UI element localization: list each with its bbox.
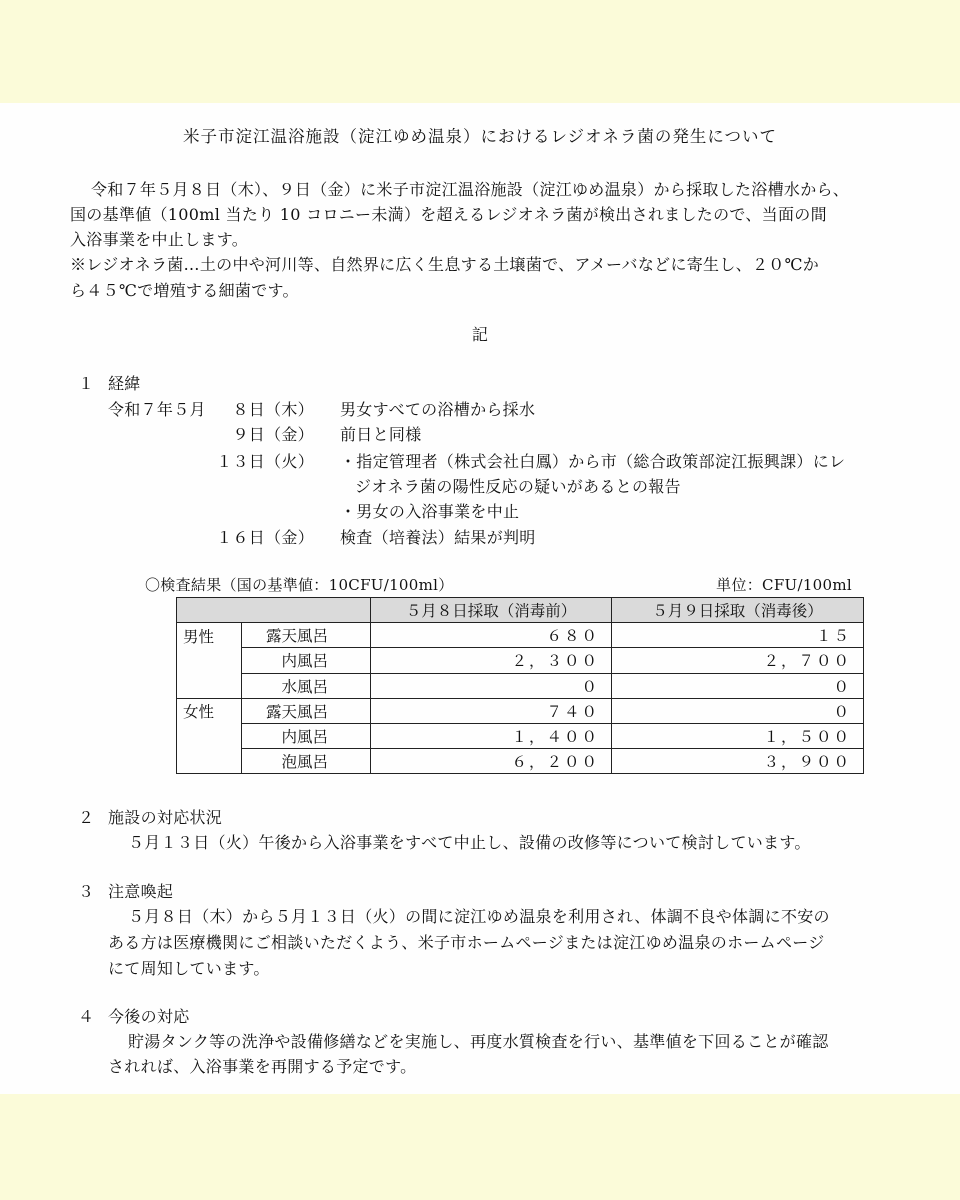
col-header-may8: ５月８日採取（消毒前） bbox=[371, 598, 612, 623]
section-3-line-2: ある方は医療機関にご相談いただくよう、米子市ホームページまたは淀江ゆめ温泉のホームページ bbox=[108, 933, 825, 952]
table-row bbox=[177, 648, 864, 673]
bath-label: 内風呂 bbox=[242, 723, 371, 748]
section-3-heading: 注意喚起 bbox=[108, 882, 174, 901]
event-3-text-cont: ジオネラ菌の陽性反応の疑いがあるとの報告 bbox=[355, 477, 681, 496]
value-may9: ３，９００ bbox=[612, 749, 864, 774]
value-may8: ２，３００ bbox=[371, 648, 612, 673]
section-2-number: ２ bbox=[78, 808, 95, 827]
event-4-text: 検査（培養法）結果が判明 bbox=[340, 528, 536, 547]
value-may9: ０ bbox=[612, 673, 864, 698]
value-may9: １，５００ bbox=[612, 723, 864, 748]
section-4-heading: 今後の対応 bbox=[108, 1007, 190, 1026]
value-may8: ７４０ bbox=[371, 698, 612, 723]
results-caption: 〇検査結果（国の基準値：10CFU/100ml） bbox=[145, 576, 454, 594]
table-row bbox=[177, 723, 864, 748]
section-3-line-1: ５月８日（木）から５月１３日（火）の間に淀江ゆめ温泉を利用され、体調不良や体調に不安の bbox=[128, 907, 830, 926]
event-1-day: ８日（木） bbox=[232, 400, 314, 419]
table-row bbox=[177, 749, 864, 774]
group-label bbox=[177, 749, 242, 774]
event-1-text: 男女すべての浴槽から採水 bbox=[340, 400, 536, 419]
timeline-month: 令和７年５月 bbox=[108, 400, 206, 419]
results-unit: 単位：CFU/100ml bbox=[716, 576, 852, 594]
section-4-line-1: 貯湯タンク等の洗浄や設備修繕などを実施し、再度水質検査を行い、基準値を下回ることが確認 bbox=[128, 1032, 829, 1051]
section-2-heading: 施設の対応状況 bbox=[108, 808, 223, 827]
value-may8: １，４００ bbox=[371, 723, 612, 748]
section-1-number: １ bbox=[78, 374, 95, 393]
table-corner-cell bbox=[177, 598, 371, 623]
document-title: 米子市淀江温浴施設（淀江ゆめ温泉）におけるレジオネラ菌の発生について bbox=[182, 127, 778, 146]
bath-label: 露天風呂 bbox=[242, 698, 371, 723]
value-may8: ０ bbox=[371, 673, 612, 698]
bath-label: 泡風呂 bbox=[242, 749, 371, 774]
value-may8: ６８０ bbox=[371, 623, 612, 648]
group-label bbox=[177, 648, 242, 673]
table-row bbox=[177, 698, 864, 723]
event-3-text: ・指定管理者（株式会社白鳳）から市（総合政策部淀江振興課）にレ bbox=[340, 452, 846, 471]
section-4-number: ４ bbox=[78, 1007, 95, 1026]
results-table bbox=[176, 597, 864, 774]
value-may9: ０ bbox=[612, 698, 864, 723]
value-may9: ２，７００ bbox=[612, 648, 864, 673]
section-3-line-3: にて周知しています。 bbox=[108, 959, 270, 978]
event-2-text: 前日と同様 bbox=[340, 425, 422, 444]
group-label: 女性 bbox=[177, 698, 242, 723]
col-header-may9: ５月９日採取（消毒後） bbox=[612, 598, 864, 623]
bath-label: 内風呂 bbox=[242, 648, 371, 673]
section-3-number: ３ bbox=[78, 882, 95, 901]
section-1-heading: 経緯 bbox=[108, 374, 141, 393]
section-4-line-2: されれば、入浴事業を再開する予定です。 bbox=[108, 1057, 417, 1076]
event-2-day: ９日（金） bbox=[232, 425, 314, 444]
section-2-line-1: ５月１３日（火）午後から入浴事業をすべて中止し、設備の改修等について検討しています。 bbox=[128, 833, 811, 852]
intro-line-1: 令和７年５月８日（木）、９日（金）に米子市淀江温浴施設（淀江ゆめ温泉）から採取した浴槽水から、 bbox=[91, 180, 850, 199]
bath-label: 露天風呂 bbox=[242, 623, 371, 648]
event-3-day: １３日（火） bbox=[216, 452, 314, 471]
intro-line-2: 国の基準値（100ml 当たり 10 コロニー未満）を超えるレジオネラ菌が検出されましたので、当面の間 bbox=[70, 205, 827, 224]
bath-label: 水風呂 bbox=[242, 673, 371, 698]
event-3-text-2: ・男女の入浴事業を中止 bbox=[340, 502, 520, 521]
table-row bbox=[177, 623, 864, 648]
table-header-row bbox=[177, 598, 864, 623]
group-label bbox=[177, 673, 242, 698]
note-line-2: ら４５℃で増殖する細菌です。 bbox=[70, 281, 299, 300]
group-label bbox=[177, 723, 242, 748]
note-line-1: ※レジオネラ菌…土の中や河川等、自然界に広く生息する土壌菌で、アメーバなどに寄生し、２０℃か bbox=[70, 255, 820, 274]
value-may9: １５ bbox=[612, 623, 864, 648]
ki-heading: 記 bbox=[471, 325, 489, 344]
table-row bbox=[177, 673, 864, 698]
intro-line-3: 入浴事業を中止します。 bbox=[70, 230, 249, 249]
group-label: 男性 bbox=[177, 623, 242, 648]
value-may8: ６，２００ bbox=[371, 749, 612, 774]
event-4-day: １６日（金） bbox=[216, 528, 314, 547]
